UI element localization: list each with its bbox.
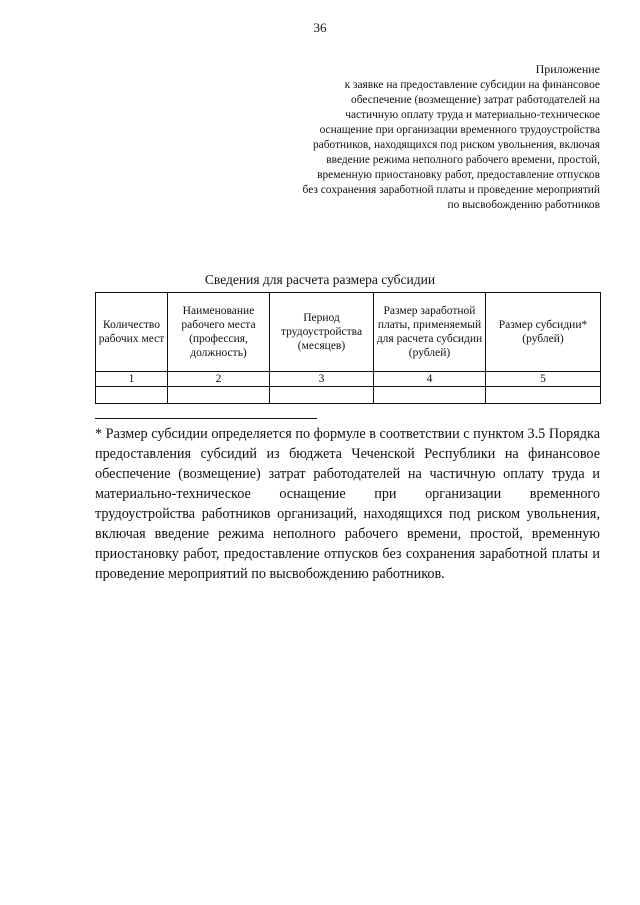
table-header-row [96, 293, 601, 372]
table-cell [96, 387, 168, 404]
page-number: 36 [313, 20, 327, 35]
header-subsidy-amount: Размер субсидии* (рублей) [486, 293, 601, 372]
table-cell [270, 387, 374, 404]
header-salary-amount: Размер заработной платы, применяемый для расчета субсидии (рублей) [374, 293, 486, 372]
header-employment-period: Период трудоустройства (месяцев) [270, 293, 374, 372]
column-number-row [96, 372, 601, 387]
column-number: 4 [374, 372, 486, 387]
appendix-label: Приложение [535, 62, 600, 76]
column-number: 3 [270, 372, 374, 387]
footnote-divider [95, 418, 317, 419]
appendix-text: к заявке на предоставление субсидии на финансовое обеспечение (возмещение) затрат работодателей на частичную оплату труда и материально-техническое оснащение при организации временного трудоустройства работников, находящихся под риском увольнения, включая введение режима неполного рабочего времени, простой, временную приостановку работ, предоставление отпусков без сохранения заработной платы и проведение мероприятий по высвобождению работников [302, 79, 600, 211]
column-number: 5 [486, 372, 601, 387]
header-workplace-name: Наименование рабочего места (профессия, должность) [168, 293, 270, 372]
table-cell [168, 387, 270, 404]
table-title: Сведения для расчета размера субсидии [204, 272, 436, 287]
table-cell [486, 387, 601, 404]
footnote-text: * Размер субсидии определяется по формуле в соответствии с пунктом 3.5 Порядка предоставления субсидий из бюджета Чеченской Республики на финансовое обеспечение (возмещение) затрат работодателей на частичную оплату труда и материально-техническое оснащение при организации временного трудоустройства работников организаций, находящихся под риском увольнения, включая введение режима неполного рабочего времени, простой, временную приостановку работ, предоставление отпусков без сохранения заработной платы и проведение мероприятий по высвобождению работников. [95, 426, 600, 582]
subsidy-calculation-table [95, 292, 601, 404]
column-number: 1 [96, 372, 168, 387]
table-row [96, 387, 601, 404]
column-number: 2 [168, 372, 270, 387]
header-workplaces-count: Количество рабочих мест [96, 293, 168, 372]
table-cell [374, 387, 486, 404]
